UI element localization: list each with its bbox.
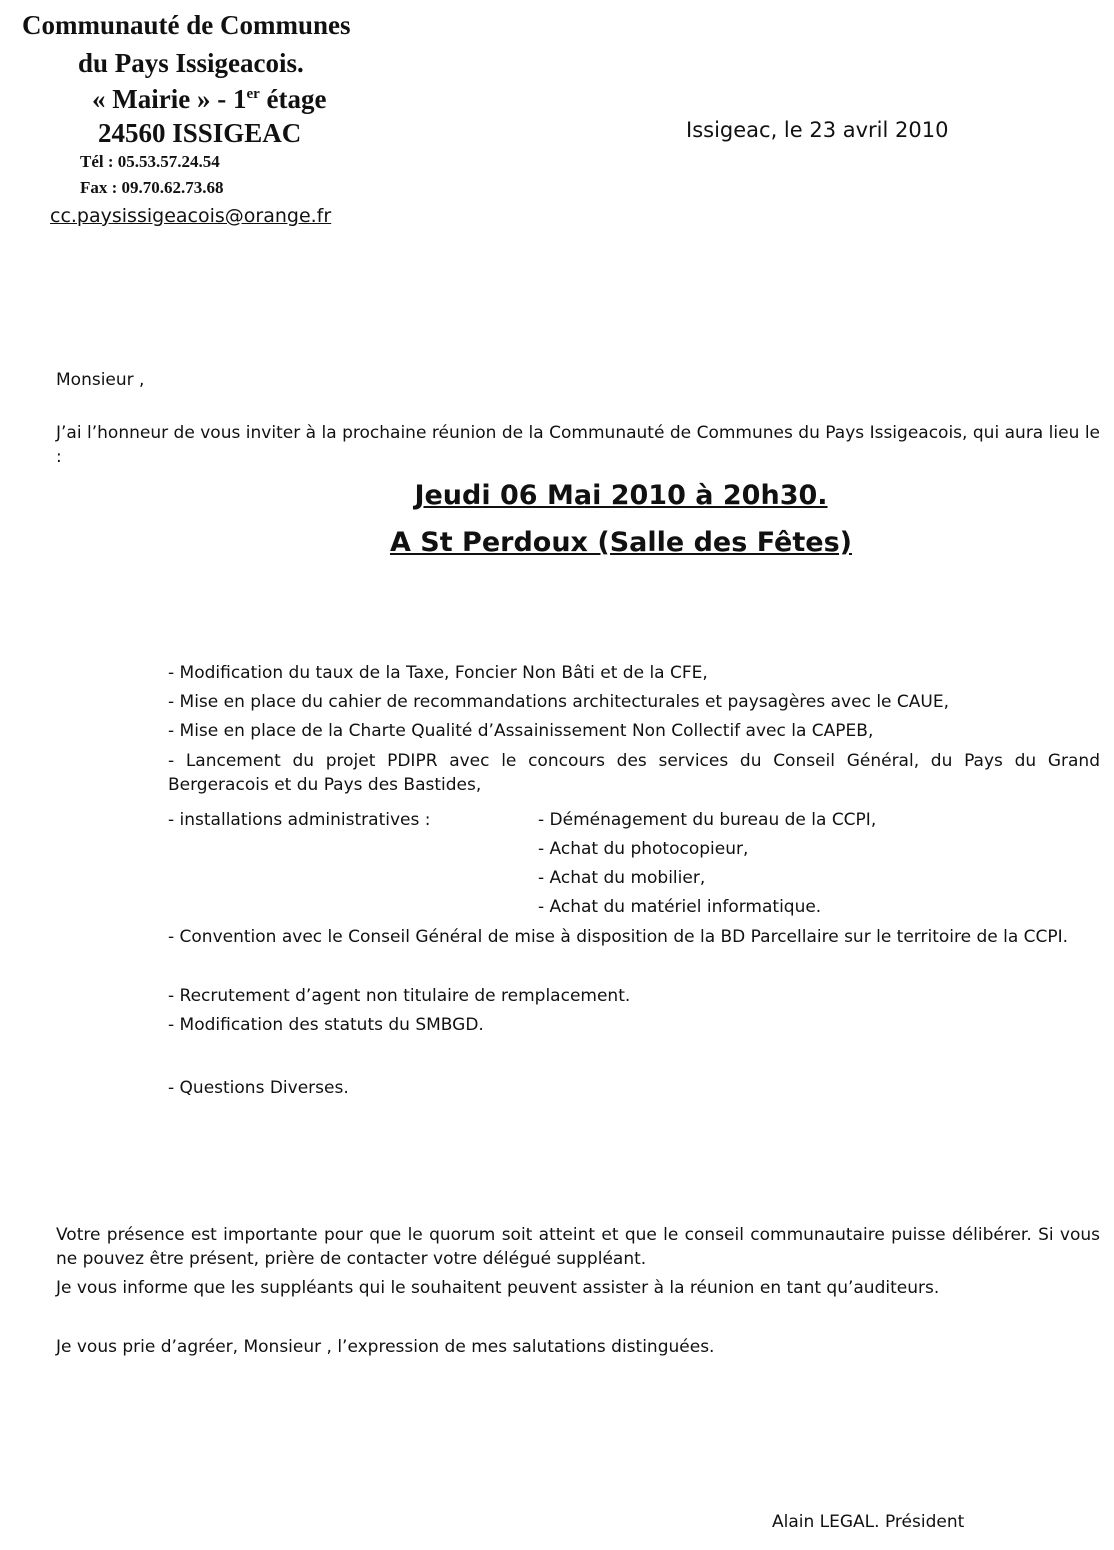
letterhead-fax: Fax : 09.70.62.73.68 [80,178,224,197]
closing-paragraph-2: Je vous informe que les suppléants qui le souhaitent peuvent assister à la réunion en tant qu’auditeurs. [56,1278,940,1298]
agenda-item: - Modification du taux de la Taxe, Foncier Non Bâti et de la CFE, [168,663,708,683]
letterhead-tel: Tél : 05.53.57.24.54 [80,152,220,171]
agenda-item: - installations administratives : [168,810,431,830]
signature: Alain LEGAL. Président [772,1512,965,1532]
letterhead-org-line1: Communauté de Communes [22,10,351,40]
agenda-sub-item: - Achat du mobilier, [538,868,706,888]
intro-paragraph: J’ai l’honneur de vous inviter à la prochaine réunion de la Communauté de Communes du Pays Issigeacois, qui aura lieu le : [56,423,1100,467]
agenda-item: - Modification des statuts du SMBGD. [168,1015,484,1035]
closing-paragraph-3: Je vous prie d’agréer, Monsieur , l’expression de mes salutations distinguées. [56,1337,715,1357]
meeting-date: Jeudi 06 Mai 2010 à 20h30. [414,480,828,511]
letterhead-org-line2: du Pays Issigeacois. [78,48,304,78]
agenda-item: - Recrutement d’agent non titulaire de remplacement. [168,986,631,1006]
date-line: Issigeac, le 23 avril 2010 [686,118,949,142]
salutation: Monsieur , [56,370,145,390]
agenda-item: - Convention avec le Conseil Général de mise à disposition de la BD Parcellaire sur le territoire de la CCPI. [168,927,1069,947]
agenda-sub-item: - Achat du matériel informatique. [538,897,822,917]
closing-paragraph-1: Votre présence est importante pour que le quorum soit atteint et que le conseil communautaire puisse délibérer. Si vous ne pouvez être présent, prière de contacter votre délégué suppléant. [56,1225,1100,1269]
address-end: étage [259,84,327,114]
letterhead-postal-city: 24560 ISSIGEAC [98,118,302,148]
address-superscript: er [246,86,260,102]
agenda-item: - Lancement du projet PDIPR avec le concours des services du Conseil Général, du Pays du Grand Bergeracois et du Pays des Bastides, [168,751,1100,795]
meeting-location: A St Perdoux (Salle des Fêtes) [389,527,852,558]
agenda-item: - Mise en place du cahier de recommandations architecturales et paysagères avec le CAUE, [168,692,949,712]
letterhead-email: cc.paysissigeacois@orange.fr [50,205,332,227]
agenda-sub-item: - Achat du photocopieur, [538,839,749,859]
agenda-sub-item: - Déménagement du bureau de la CCPI, [538,810,877,830]
agenda-questions: - Questions Diverses. [168,1078,349,1098]
agenda-item: - Mise en place de la Charte Qualité d’Assainissement Non Collectif avec la CAPEB, [168,721,874,741]
letterhead-address [92,84,327,115]
address-main: « Mairie » - 1 [92,84,247,114]
